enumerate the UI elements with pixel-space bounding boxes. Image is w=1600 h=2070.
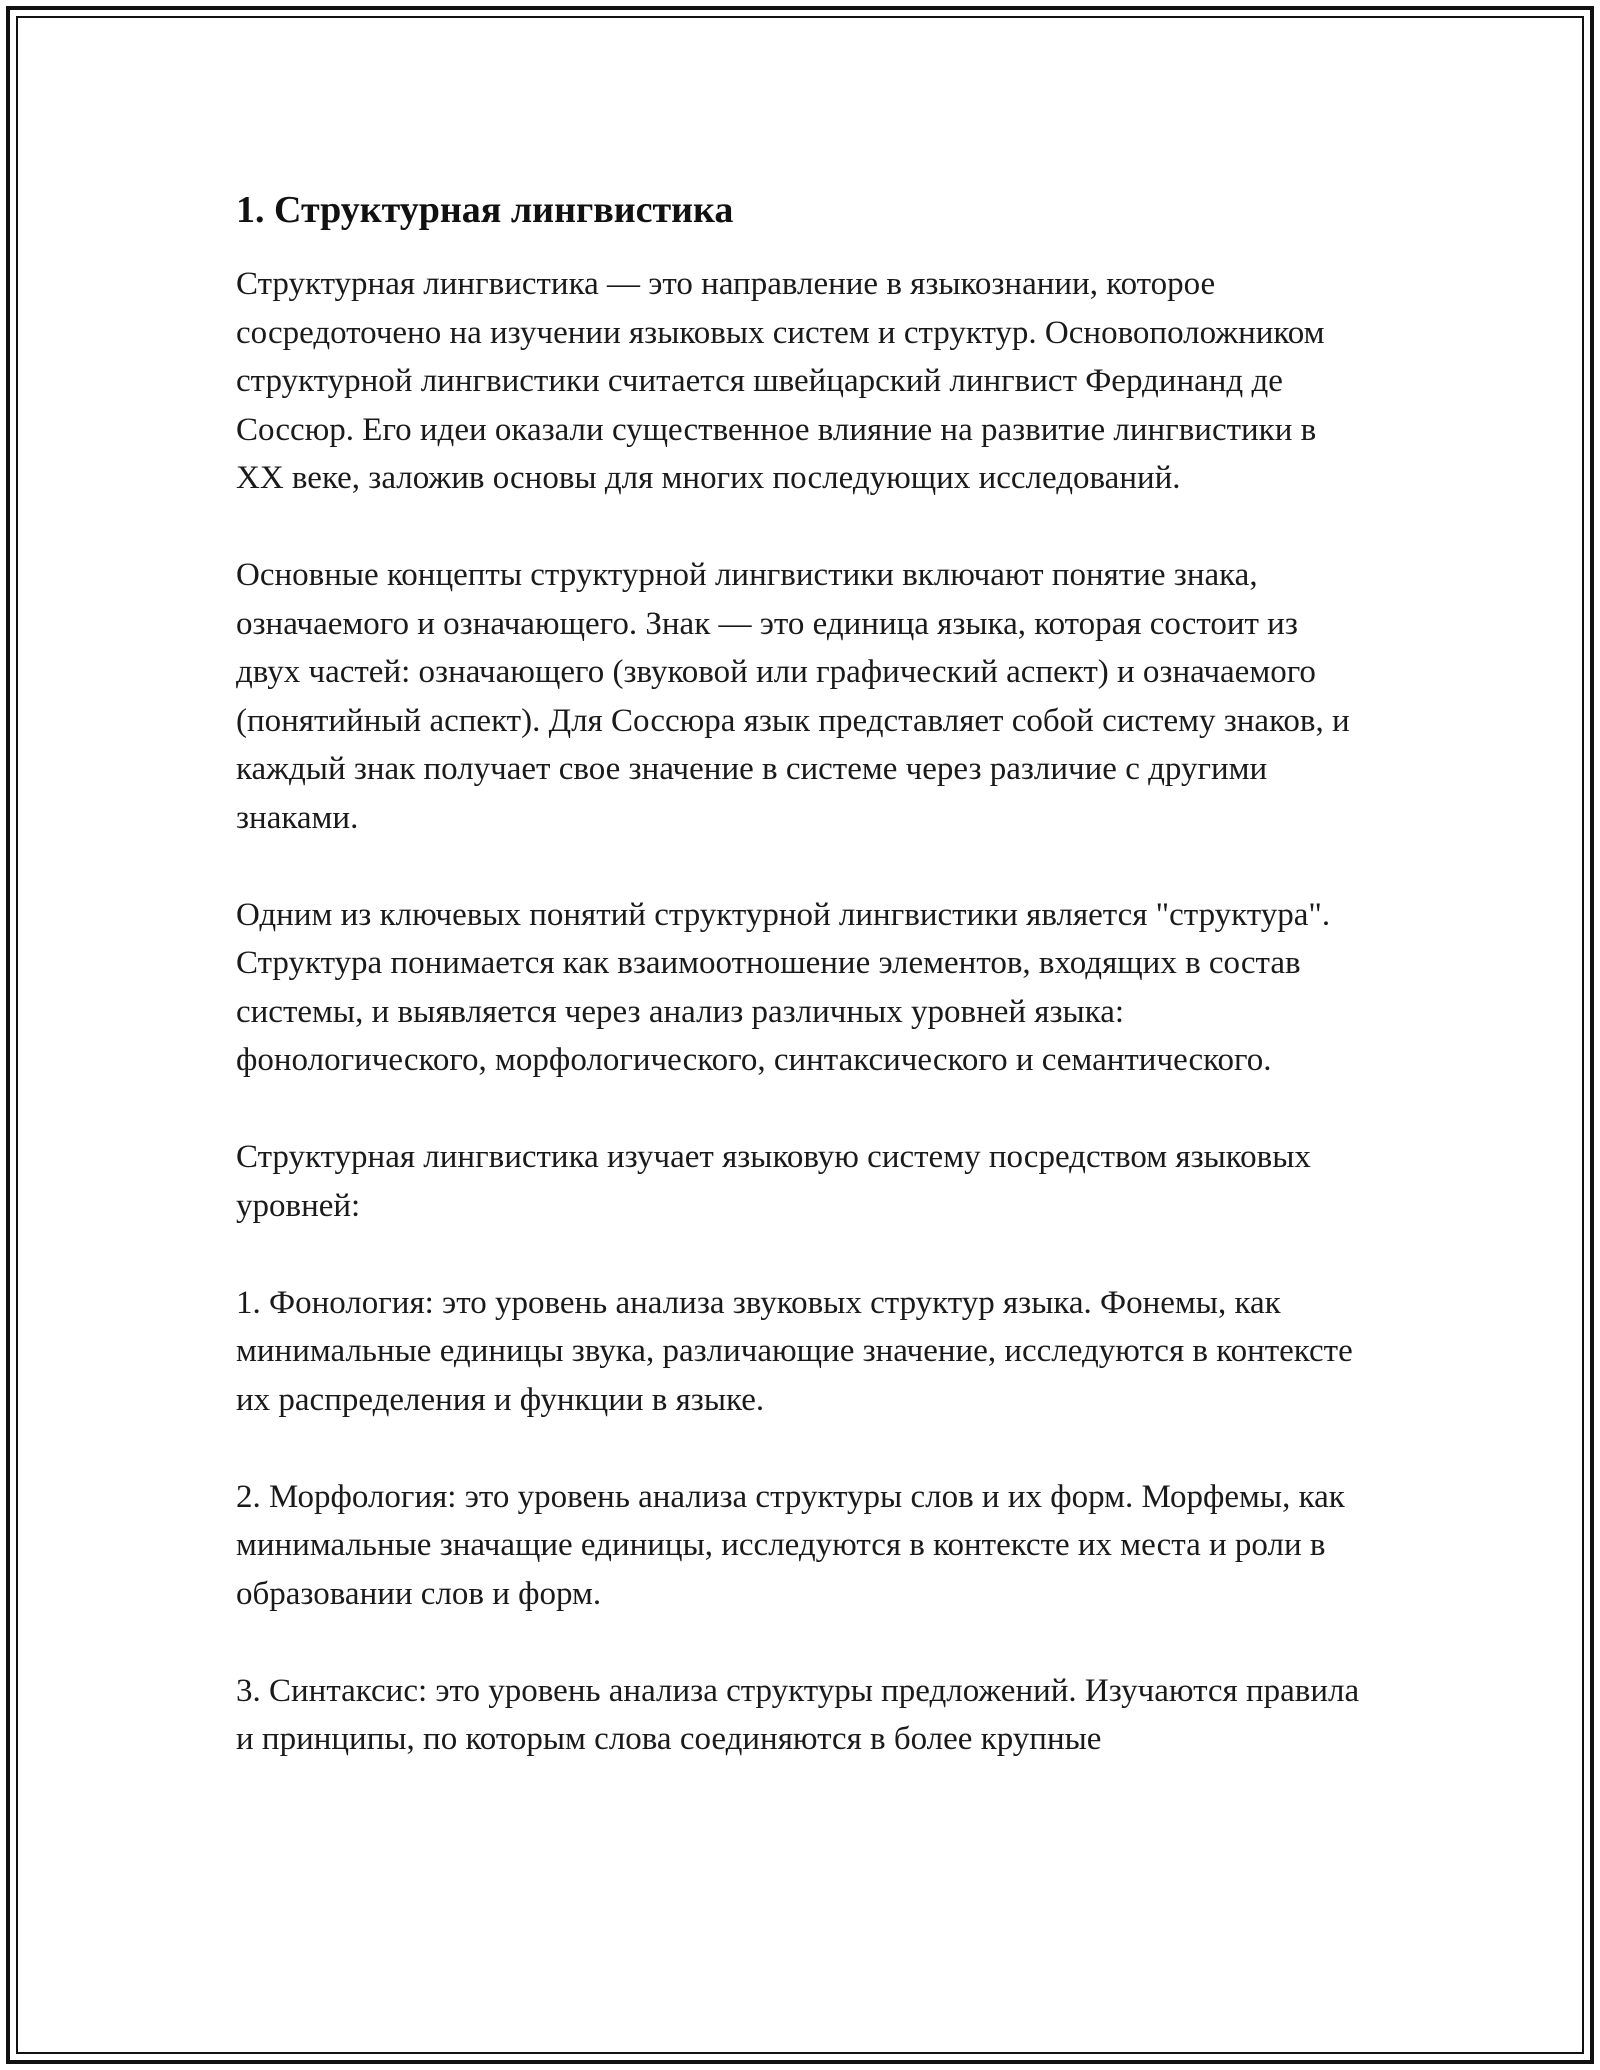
- section-heading: 1. Структурная лингвистика: [236, 189, 734, 231]
- document-body: [236, 186, 1366, 1764]
- paragraph-syntax: 3. Синтаксис: это уровень анализа структуры предложений. Изучаются правила и принципы, по которым слова соединяются в более крупные: [236, 1672, 1360, 1757]
- paragraph-concepts: Основные концепты структурной лингвистики включают понятие знака, означаемого и означающего. Знак — это единица языка, которая состоит из двух частей: означающего (звуковой или графический аспект) и означаемого (понятийный аспект). Для Соссюра язык представляет собой систему знаков, и каждый знак получает свое значение в системе через различие с другими знаками.: [236, 557, 1350, 836]
- paragraph-levels-intro: Структурная лингвистика изучает языковую систему посредством языковых уровней:: [236, 1139, 1311, 1224]
- paragraph-phonology: 1. Фонология: это уровень анализа звуковых структур языка. Фонемы, как минимальные единицы звука, различающие значение, исследуются в контексте их распределения и функции в языке.: [236, 1284, 1353, 1418]
- paragraph-intro: Структурная лингвистика — это направление в языкознании, которое сосредоточено на изучении языковых систем и структур. Основоположником структурной лингвистики считается швейцарский лингвист Фердинанд де Соссюр. Его идеи оказали существенное влияние на развитие лингвистики в XX веке, заложив основы для многих последующих исследований.: [236, 266, 1325, 496]
- paragraph-morphology: 2. Морфология: это уровень анализа структуры слов и их форм. Морфемы, как минимальные значащие единицы, исследуются в контексте их места и роли в образовании слов и форм.: [236, 1478, 1345, 1612]
- paragraph-structure: Одним из ключевых понятий структурной лингвистики является "структура". Структура понимается как взаимоотношение элементов, входящих в состав системы, и выявляется через анализ различных уровней языка: фонологического, морфологического, синтаксического и семантического.: [236, 896, 1331, 1078]
